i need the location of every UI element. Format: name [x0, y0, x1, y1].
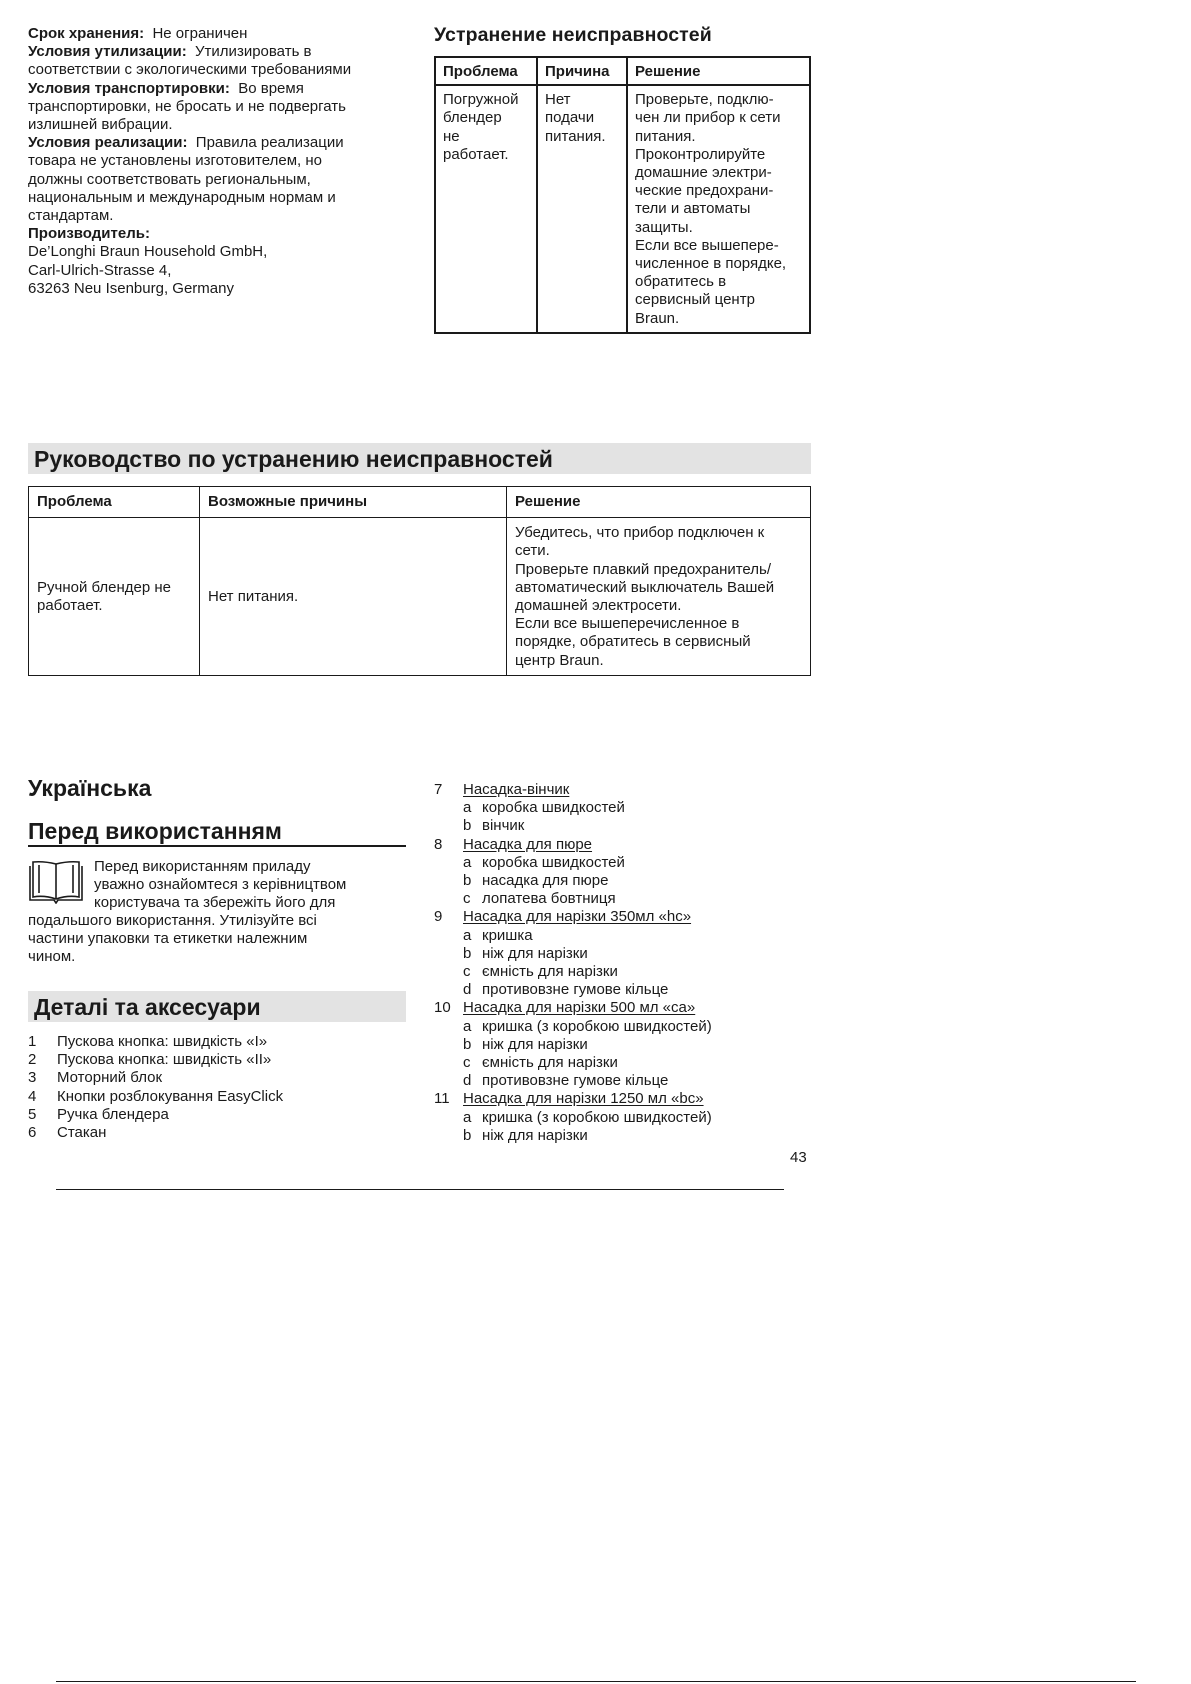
sub-text: кришка (з коробкою швидкостей): [482, 1108, 712, 1126]
item-text: Насадка для нарізки 350мл «hc»: [463, 908, 692, 926]
problem-cell: [435, 85, 537, 333]
troubleshooting-table: [434, 56, 811, 334]
cell-line: блендер: [443, 109, 502, 127]
sub-letter: b: [463, 817, 472, 835]
sub-item: [434, 1036, 814, 1054]
sub-text: коробка швидкостей: [482, 853, 625, 871]
sale-text: национальным и международным нормам и: [28, 188, 336, 206]
cell-line: ческие предохрани-: [635, 182, 774, 200]
item-number: 2: [28, 1051, 37, 1069]
sub-letter: c: [463, 963, 471, 981]
sub-letter: c: [463, 890, 471, 908]
sub-item: [434, 963, 814, 981]
sub-item: [434, 799, 814, 817]
item-text: Насадка-вінчик: [463, 781, 570, 798]
cell-line: домашней электросети.: [515, 597, 682, 615]
cell-line: Нет: [545, 91, 571, 109]
paragraph-line: подальшого використання. Утилізуйте всі: [28, 912, 317, 929]
item-number: 10: [434, 999, 451, 1017]
solution-cell: [507, 518, 811, 676]
list-item: [434, 836, 814, 854]
sale-text: Правила реализации: [195, 134, 344, 152]
manufacturer-name: De’Longhi Braun Household GmbH,: [28, 243, 268, 261]
sub-item: [434, 817, 814, 835]
header-cause: Причина: [537, 57, 627, 85]
item-text: Кнопки розблокування EasyClick: [57, 1087, 284, 1105]
guide-title: Руководство по устранению неисправностей: [34, 446, 553, 472]
sub-text: ніж для нарізки: [482, 1035, 588, 1053]
sub-item: [434, 1127, 814, 1145]
list-item: [434, 781, 814, 799]
sub-text: противовзне гумове кільце: [482, 1072, 669, 1090]
item-text: Насадка для пюре: [463, 835, 593, 853]
header-solution: Решение: [627, 57, 810, 85]
cell-line: Braun.: [635, 309, 680, 327]
sub-letter: a: [463, 1108, 472, 1126]
page-number: 43: [790, 1149, 807, 1166]
table-header-row: [435, 57, 810, 85]
sub-letter: a: [463, 799, 472, 817]
cell-line: подачи: [545, 109, 595, 127]
sub-item: [434, 927, 814, 945]
cell-line: работает.: [37, 597, 103, 615]
header-solution: Решение: [507, 487, 811, 518]
paragraph-line: Перед використанням приладу: [94, 858, 311, 875]
sub-letter: a: [463, 853, 472, 871]
item-number: 7: [434, 781, 443, 798]
sub-text: кришка: [482, 926, 533, 944]
transport-text: транспортировки, не бросать и не подвергать: [28, 97, 346, 115]
before-use-title: Перед використанням: [28, 818, 282, 844]
sub-text: вінчик: [482, 817, 525, 835]
before-use-paragraph: [28, 912, 408, 967]
storage-value: Не ограничен: [152, 25, 248, 42]
parts-list-continued: [434, 781, 814, 1145]
table-row: [435, 85, 810, 333]
sub-item: [434, 981, 814, 999]
list-item: [28, 1124, 408, 1142]
cell-line: Если все вышепере-: [635, 236, 779, 254]
cell-line: питания.: [545, 127, 606, 145]
item-text: Ручка блендера: [57, 1105, 169, 1123]
sub-text: ніж для нарізки: [482, 944, 588, 962]
cell-line: защиты.: [635, 218, 693, 236]
storage-label: Срок хранения:: [28, 25, 145, 42]
cell-line: Погружной: [443, 91, 519, 109]
paragraph-line: користувача та збережіть його для: [94, 894, 336, 912]
sub-text: ємність для нарізки: [482, 963, 618, 981]
table-row: [29, 518, 811, 676]
language-heading: Українська: [28, 775, 152, 801]
sub-letter: a: [463, 926, 472, 944]
parts-title: Деталі та аксесуари: [34, 994, 261, 1020]
cell-line: порядке, обратитесь в сервисный: [515, 633, 751, 651]
item-text: Насадка для нарізки 500 мл «ca»: [463, 999, 696, 1017]
table-header-row: [29, 487, 811, 518]
paragraph-line: чином.: [28, 948, 76, 966]
list-item: [28, 1033, 408, 1051]
list-item: [28, 1069, 408, 1087]
sale-label: Условия реализации:: [28, 134, 188, 152]
divider: [56, 1189, 784, 1190]
sub-item: [434, 1072, 814, 1090]
sub-text: ніж для нарізки: [482, 1126, 588, 1144]
cell-line: домашние электри-: [635, 164, 772, 182]
cell-line: тели и автоматы: [635, 200, 751, 218]
sub-item: [434, 890, 814, 908]
sub-letter: b: [463, 1126, 472, 1144]
item-number: 6: [28, 1124, 37, 1142]
sub-text: коробка швидкостей: [482, 799, 625, 817]
cell-line: не: [443, 127, 460, 145]
transport-text: излишней вибрации.: [28, 116, 173, 134]
transport-label: Условия транспортировки:: [28, 79, 230, 97]
sub-item: [434, 1054, 814, 1072]
sub-item: [434, 854, 814, 872]
paragraph-line: частини упаковки та етикетки належним: [28, 930, 308, 948]
cause-cell: [537, 85, 627, 333]
item-number: 11: [434, 1090, 450, 1108]
before-use-paragraph: [94, 858, 414, 913]
cell-line: питания.: [635, 127, 696, 145]
parts-list: [28, 1033, 408, 1142]
manufacturer-address: Carl-Ulrich-Strasse 4,: [28, 261, 172, 279]
sub-text: ємність для нарізки: [482, 1054, 618, 1072]
manufacturer-label: Производитель:: [28, 225, 150, 243]
disposal-text: соответствии с экологическими требованиями: [28, 61, 352, 79]
cell-line: Ручной блендер не: [37, 578, 172, 596]
transport-text: Во время: [238, 79, 304, 97]
cell-line: сети.: [515, 542, 550, 560]
solution-cell: [627, 85, 810, 333]
sale-text: должны соответствовать региональным,: [28, 170, 311, 188]
list-item: [28, 1106, 408, 1124]
item-number: 9: [434, 908, 443, 926]
cell-line: Если все вышеперечисленное в: [515, 615, 740, 633]
item-text: Стакан: [57, 1124, 107, 1142]
heading-underline: [28, 845, 406, 847]
item-number: 3: [28, 1069, 37, 1087]
sale-text: товара не установлены изготовителем, но: [28, 152, 323, 170]
sub-text: лопатева бовтниця: [482, 890, 616, 908]
manufacturer-address: 63263 Neu Isenburg, Germany: [28, 279, 234, 297]
list-item: [434, 999, 814, 1017]
cell-line: центр Braun.: [515, 651, 604, 669]
list-item: [28, 1051, 408, 1069]
header-problem: Проблема: [29, 487, 200, 518]
problem-cell: [29, 518, 200, 676]
open-book-icon: [28, 860, 84, 904]
item-text: Пускова кнопка: швидкість «II»: [57, 1051, 272, 1069]
cell-line: работает.: [443, 145, 509, 163]
disposal-text: Утилизировать в: [195, 43, 312, 61]
cell-line: Убедитесь, что прибор подключен к: [515, 524, 765, 542]
sub-item: [434, 872, 814, 890]
divider: [56, 1681, 1136, 1682]
sub-letter: a: [463, 1017, 472, 1035]
item-text: Моторний блок: [57, 1069, 163, 1087]
sub-text: насадка для пюре: [482, 872, 609, 890]
list-item: [28, 1088, 408, 1106]
sub-letter: c: [463, 1054, 471, 1072]
sub-letter: d: [463, 1072, 472, 1090]
item-text: Пускова кнопка: швидкість «I»: [57, 1033, 268, 1050]
list-item: [434, 1090, 814, 1108]
cell-line: чен ли прибор к сети: [635, 109, 781, 127]
sub-letter: b: [463, 944, 472, 962]
sub-text: кришка (з коробкою швидкостей): [482, 1017, 712, 1035]
header-problem: Проблема: [435, 57, 537, 85]
item-number: 1: [28, 1033, 37, 1050]
cell-line: Проконтролируйте: [635, 145, 766, 163]
sub-text: противовзне гумове кільце: [482, 981, 669, 999]
cell-line: обратитесь в: [635, 273, 727, 291]
paragraph-line: уважно ознайомтеся з керівництвом: [94, 876, 347, 894]
sub-letter: b: [463, 872, 472, 890]
cell-line: Проверьте, подклю-: [635, 91, 774, 109]
list-item: [434, 908, 814, 926]
item-number: 8: [434, 835, 443, 853]
sale-text: стандартам.: [28, 207, 114, 225]
storage-info-block: [28, 25, 408, 298]
sub-item: [434, 945, 814, 963]
cell-line: численное в порядке,: [635, 255, 787, 273]
sub-item: [434, 1018, 814, 1036]
item-number: 5: [28, 1105, 37, 1123]
sub-item: [434, 1109, 814, 1127]
cell-line: Проверьте плавкий предохранитель/: [515, 560, 772, 578]
cell-line: сервисный центр: [635, 291, 755, 309]
sub-letter: b: [463, 1035, 472, 1053]
disposal-label: Условия утилизации:: [28, 43, 187, 61]
sub-letter: d: [463, 981, 472, 999]
item-number: 4: [28, 1087, 37, 1105]
cause-cell: Нет питания.: [200, 518, 507, 676]
item-text: Насадка для нарізки 1250 мл «bc»: [463, 1090, 704, 1108]
header-cause: Возможные причины: [200, 487, 507, 518]
troubleshooting-title: Устранение неисправностей: [434, 24, 712, 46]
cell-line: автоматический выключатель Вашей: [515, 578, 775, 596]
guide-table: [28, 486, 811, 676]
